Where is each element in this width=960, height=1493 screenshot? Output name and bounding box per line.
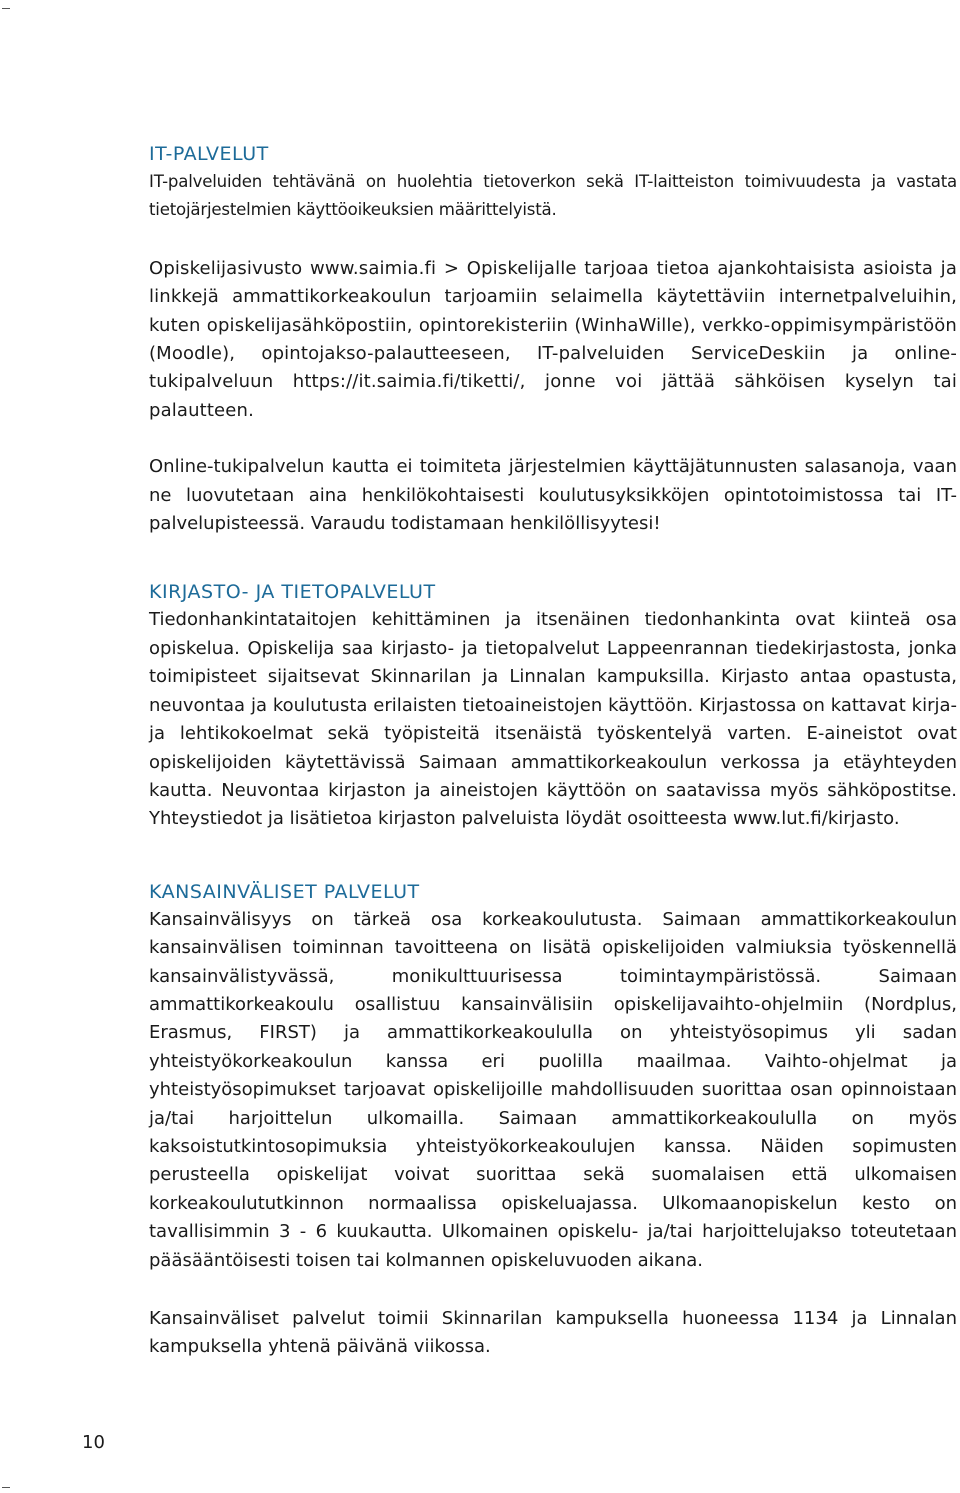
page-content: [149, 140, 957, 1362]
library-services-heading: KIRJASTO- JA TIETOPALVELUT: [149, 581, 436, 604]
it-services-student-site: Opiskelijasivusto www.saimia.fi > Opiskelijalle tarjoaa tietoa ajankohtaisista asioista ja linkkejä ammattikorkeakoulun tarjoamiin selaimella käytettäviin internetpalveluihin, kuten opiskelijasähköpostiin, opintorekisteriin (WinhaWille), verkko-oppimisympäristöön (Moodle), opintojakso-palautteeseen, IT-palveluiden ServiceDeskiin ja online-tukipalveluun https://it.saimia.fi/tiketti/, jonne voi jättää sähköisen kyselyn tai palautteen.: [149, 257, 957, 421]
international-services-text: Kansainvälisyys on tärkeä osa korkeakoulutusta. Saimaan ammattikorkeakoulun kansainvälisen toiminnan tavoitteena on lisätä opiskelijoiden valmiuksia työskennellä kansainvälistyvässä, monikulttuurisessa toimintaympäristössä. Saimaan ammattikorkeakoulu osallistuu kansainvälisiin opiskelijavaihto-ohjelmiin (Nordplus, Erasmus, FIRST) ja ammattikorkeakoululla on yhteistyösopimus yli sadan yhteistyökorkeakoulun kanssa eri puolilla maailmaa. Vaihto-ohjelmat ja yhteistyösopimukset tarjoavat opiskelijoille mahdollisuuden suorittaa osan opinnoistaan ja/tai harjoittelun ulkomailla. Saimaan ammattikorkeakoululla on myös kaksoistutkintosopimuksia yhteistyökorkeakoulujen kanssa. Näiden sopimusten perusteella opiskelijat voivat suorittaa sekä suomalaisen että ulkomaisen korkeakoulututkinnon normaalissa opiskeluajassa. Ulkomaanopiskelun kesto on tavallisimmin 3 - 6 kuukautta. Ulkomainen opiskelu- ja/tai harjoittelujakso toteutetaan pääsääntöisesti toisen tai kolmannen opiskeluvuoden aikana.: [149, 908, 957, 1271]
it-services-online-support: Online-tukipalvelun kautta ei toimiteta järjestelmien käyttäjätunnusten salasanoja, vaan ne luovutetaan aina henkilökohtaisesti koulutusyksikköjen opintotoimistossa tai IT-palvelupisteessä. Varaudu todistamaan henkilöllisyytesi!: [149, 456, 957, 535]
international-services-heading: KANSAINVÄLISET PALVELUT: [149, 880, 420, 903]
page-number: 10: [82, 1432, 105, 1453]
it-services-heading: IT-PALVELUT: [149, 143, 269, 165]
crop-mark-bottom: [2, 1487, 10, 1488]
it-services-intro: IT-palveluiden tehtävänä on huolehtia tietoverkon sekä IT-laitteiston toimivuudesta ja vastata tietojärjestelmien käyttöoikeuksien määrittelyistä.: [149, 172, 957, 220]
crop-mark-top: [2, 8, 10, 9]
international-services-location: Kansainväliset palvelut toimii Skinnarilan kampuksella huoneessa 1134 ja Linnalan kampuksella yhtenä päivänä viikossa.: [149, 1308, 957, 1358]
library-services-text: Tiedonhankintataitojen kehittäminen ja itsenäinen tiedonhankinta ovat kiinteä osa opiskelua. Opiskelija saa kirjasto- ja tietopalvelut Lappeenrannan tiedekirjastosta, jonka toimipisteet sijaitsevat Skinnarilan ja Linnalan kampuksilla. Kirjasto antaa opastusta, neuvontaa ja koulutusta erilaisten tietoaineistojen käyttöön. Kirjastossa on kattavat kirja- ja lehtikokoelmat sekä työpisteitä itsenäistä työskentelyä varten. E-aineistot ovat opiskelijoiden käytettävissä Saimaan ammattikorkeakoulun verkossa ja etäyhteyden kautta. Neuvontaa kirjaston ja aineistojen käyttöön on saatavissa myös sähköpostitse. Yhteystiedot ja lisätietoa kirjaston palveluista löydät osoitteesta www.lut.fi/kirjasto.: [149, 609, 957, 830]
